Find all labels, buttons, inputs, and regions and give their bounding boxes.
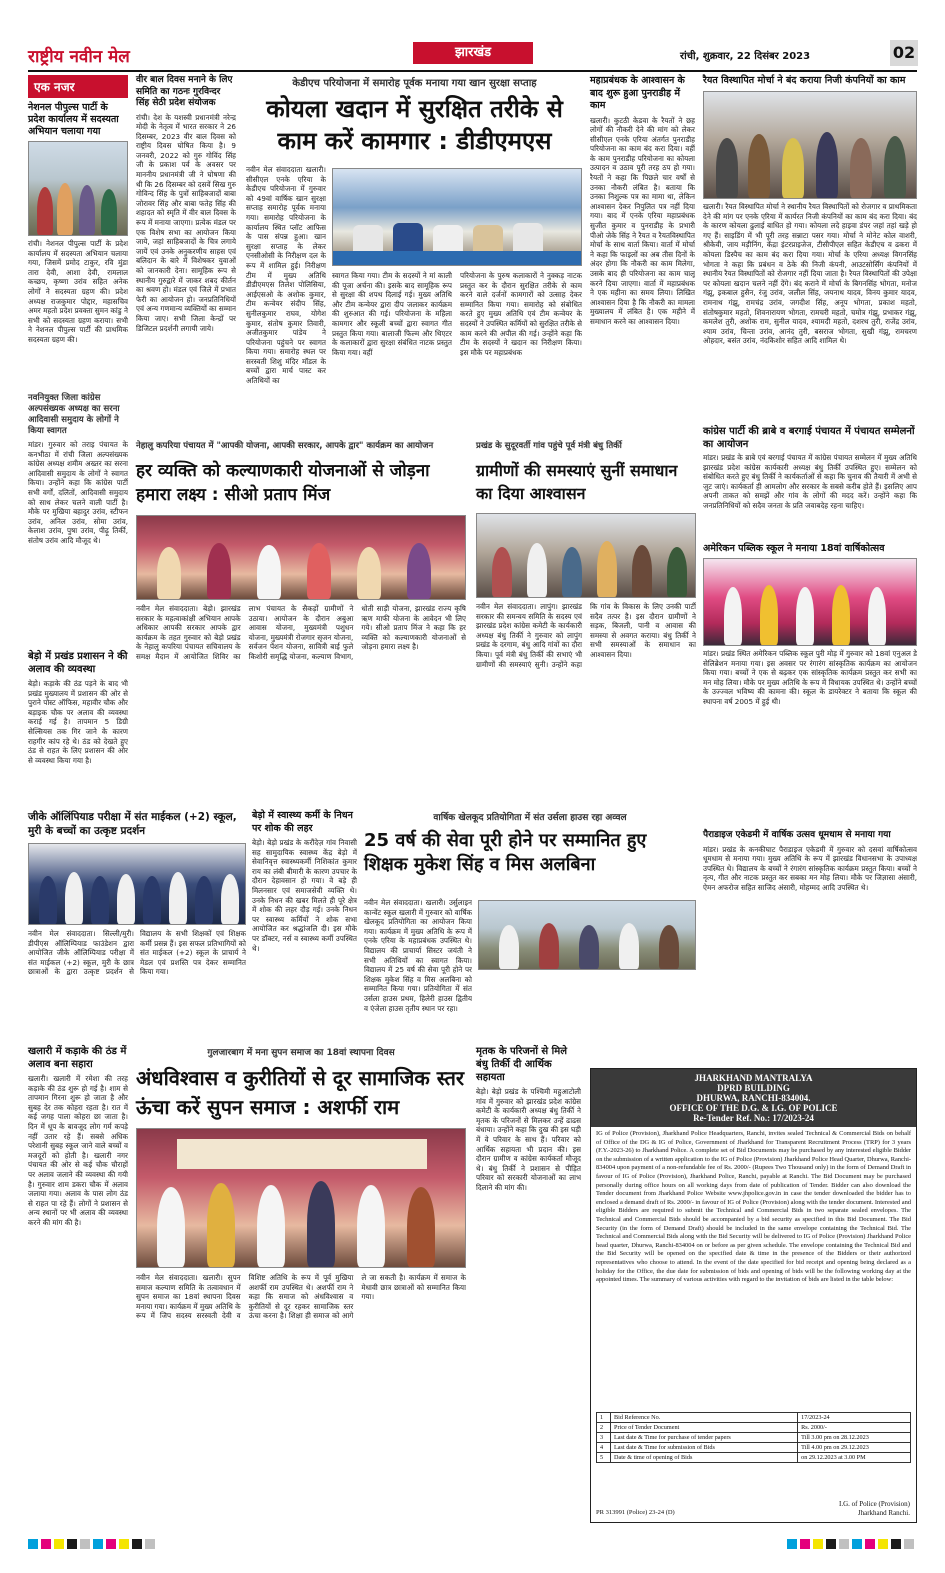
supan-headline: अंधविश्वास व कुरीतियों से दूर सामाजिक स्तर ऊंचा करें सुपन समाज : अशर्फी राम bbox=[136, 1066, 465, 1119]
lead-text-col3: परियोजना के पुरुष कलाकारों ने नुक्कड़ नाटक प्रस्तुत कर के दौरान सुरक्षित तरीके से काम करने वाले दर्जनों कामगारों को उत्साह देकर सम्मानित किया गया। समारोह को संबोधित करते हुए मुख्य अतिथि एवं टीम कन्वेयर के सदस्यों ने उपस्थित कर्मियों को सुरक्षित तरीके से काम करने की अपील की गई। उन्होंने कहा कि टीम के सदस्यों ने खदान का निरीक्षण किया। इस मौके पर महाप्रबंधक bbox=[460, 271, 582, 357]
tender-cell-no: 1 bbox=[597, 1413, 611, 1423]
teacher-photo bbox=[478, 900, 696, 970]
minj-kicker: नेहालु कपरिया पंचायत में "आपकी योजना, आपकी सरकार, आपके द्वार" कार्यक्रम का आयोजन bbox=[136, 441, 434, 451]
dateline: रांची, शुक्रवार, 22 दिसंबर 2023 bbox=[680, 51, 811, 62]
story-bandhu-tirkey bbox=[476, 440, 696, 805]
teacher-text-cont bbox=[478, 974, 696, 1036]
col1-story3-head: बेड़ो में प्रखंड प्रशासन ने की अलाव की व्यवस्था bbox=[28, 651, 128, 675]
teacher-text: नवीन मेल संवाददाता। खलारी। उर्सुलाइन कान्वेंट स्कूल खलारी में गुरुवार को वार्षिक खेलकूद प्रतियोगिता का आयोजन किया गया। कार्यक्रम में मुख्य अतिथि के रूप में एनके एरिया के महाप्रबंधक उपस्थित थे। विद्यालय की प्राचार्या सिस्टर जयंती ने सभी अतिथियों का स्वागत किया। विद्यालय में 25 वर्ष की सेवा पूरी होने पर शिक्षक मुकेश सिंह व मिस अलबिना को सम्मानित किया गया। प्रतियोगिता में संत उर्सला हाउस प्रथम, हिलेरी हाउस द्वितीय व एंजेला हाउस तृतीय स्थान पर रहा। bbox=[364, 898, 472, 1013]
story-teacher-honour bbox=[364, 810, 696, 1038]
tender-table-row bbox=[597, 1413, 911, 1423]
tender-cell-item: Price of Tender Document bbox=[611, 1423, 798, 1433]
american-photo bbox=[703, 558, 917, 646]
lead-headline: कोयला खदान में सुरक्षित तरीके से काम करें कामगार : डीडीएमएस bbox=[266, 95, 563, 155]
tender-cell-item: Last date & Time for purchase of tender papers bbox=[611, 1433, 798, 1443]
story-supan-samaj bbox=[136, 1045, 466, 1525]
punradih-head: महाप्रबंधक के आश्वासन के बाद शुरू हुआ पुनराडीह में काम bbox=[590, 75, 685, 111]
color-swatch bbox=[80, 1539, 90, 1549]
column-punradih bbox=[590, 75, 695, 420]
tender-cell-no: 3 bbox=[597, 1433, 611, 1443]
khalari-head: खलारी में कड़ाके की ठंड में अलाव बना सहारा bbox=[28, 1046, 127, 1070]
color-swatch bbox=[41, 1539, 51, 1549]
color-swatch bbox=[800, 1539, 810, 1549]
tender-cell-item: Last date & Time for submission of Bids bbox=[611, 1443, 798, 1453]
tender-cell-value: on 29.12.2023 at 3.00 PM bbox=[798, 1453, 911, 1463]
col1-story1-head: नेशनल पीपुल्स पार्टी के प्रदेश कार्यालय में सदस्यता अभियान चलाया गया bbox=[28, 102, 119, 137]
lead-text-col2: स्वागत किया गया। टीम के सदस्यों ने मां काली की पूजा अर्चना की। इसके बाद सामूहिक रूप से सुरक्षा की शपथ दिलाई गई। मुख्य अतिथि और टीम कन्वेयर द्वारा दीप जलाकर कार्यक्रम की शुरुआत की गई। परियोजना के महिला कामगार और स्कूली बच्चों द्वारा स्वागत गीत प्रस्तुत किया गया। बालाजी फिल्म और थिएटर के कलाकारों द्वारा सुरक्षा संबंधित नाटक प्रस्तुत किया गया। वहीं bbox=[332, 271, 452, 357]
color-swatches-right bbox=[787, 1534, 917, 1553]
column-raiyat bbox=[703, 75, 917, 420]
masthead-rule bbox=[28, 70, 917, 72]
color-swatch bbox=[54, 1539, 64, 1549]
tender-table-row bbox=[597, 1423, 911, 1433]
column-veer-bal-diwas bbox=[136, 75, 236, 465]
raiyat-head: रैयत विस्थापित मोर्चा ने बंद कराया निजी कंपनियों का काम bbox=[703, 75, 906, 86]
color-swatch bbox=[865, 1539, 875, 1549]
paraidah-text: मांडर। प्रखंड के कनकीघाट पैराडाइज एकेडमी में गुरुवार को दसवां वार्षिकोत्सव धूमधाम से मनाया गया। मुख्य अतिथि के रूप में झारखंड विधानसभा के उपाध्यक्ष उपस्थित थे। विद्यालय के बच्चों ने रंगारंग सांस्कृतिक कार्यक्रम प्रस्तुत किया। बच्चों ने नृत्य, गीत और नाटक प्रस्तुत कर सबका मन मोह लिया। मौके पर जिज्ञासा अंसारी, ऐमन अफरोज सहित साजिद अंसारी, मोहम्मद आदि उपस्थित थे। bbox=[703, 844, 917, 892]
congress-head: कांग्रेस पार्टी की ब्राबे व बरगाई पंचायत में पंचायत सम्मेलनों का आयोजन bbox=[703, 426, 915, 450]
color-swatch bbox=[904, 1539, 914, 1549]
color-swatch bbox=[839, 1539, 849, 1549]
color-swatch bbox=[106, 1539, 116, 1549]
olympiad-photo bbox=[28, 843, 246, 925]
tender-body: IG of Police (Provision), Jharkhand Police Headquarters, Ranchi, invites sealed Technical & Commercial Bids on behalf of Office of the DG & IG of Police, Government of Jharkhand for Transparent Recruitment Process (TRP) for 3 years (F.Y.-2023-26) to Jharkhand Police. A complete set of Bid Documents may be purchased by any interested eligible Bidder on the submission of a written application to the IG of Police (Provision) Jharkhand Police Head Quarter, Dhurwa, Ranchi-834004 upon payment of a non-refundable fee of Rs. 2000/- (Rupees Two Thousand only) in the form of Demand Draft in favour of IG of Police (Provision), Jharkhand Police, Ranchi, payable at Ranchi. The Bid Document may be purchased personally during office hours on all working days from date of publication of Tender. Bidder can also download the Tender document from Jharkhand Police Website www.jhpolice.gov.in in case the tender downloaded the bidder has to enclosed a demand draft of Rs. 2000/- in favour of IG of Police (Provision) along with the tender document. Interested and eligible Bidders are required to submit the Technical and Commercial Bids in two separate sealed envelopes. The Technical and Commercial Bids should be accompanied by a bid security as specified in this Bid Document. The Bid Security (in the form of Demand Draft) should be included in the same envelope containing the Technical Bid. The Technical and Commercial Bids along with the Bid Security will be delivered to IG of Police (Provision) Jharkhand Police head quarter, Dhurwa, Ranchi-834004 on or before as per given schedule. The envelope containing the Technical Bid and the Bid Security will be opened on the specified date & time in the presence of the Bidders or their authorized representatives who choose to attend. In the event of the date specified for bid receipt and opening being declared as a holiday for the Office, the due date for submission of bids and opening of bids will be the following working day at the appointed times. The summary of various activities with regard to the invitation of bids are listed in the table below: bbox=[596, 1130, 911, 1284]
col1-story1-text: रांची। नेशनल पीपुल्स पार्टी के प्रदेश कार्यालय में सदस्यता अभियान चलाया गया, जिसमें प्रमोद टाकुर, रवि मुंडा तारा देवी, आशा देवी, रामलाल कच्छप, कृष्णा उरांव सहित अनेक लोगों ने सदस्यता ग्रहण की। प्रदेश अध्यक्ष राजकुमार पोद्दार, महासचिव अमर महतो प्रदेश प्रवक्ता सुमन कांडु ने सभी को सदस्यता ग्रहण कराया। सभी ने नेशनल पीपुल्स पार्टी की प्राथमिक सदस्यता ग्रहण की। bbox=[28, 239, 128, 344]
footer-color-strip bbox=[28, 1532, 917, 1546]
tender-cell-value: Rs. 2000/- bbox=[798, 1423, 911, 1433]
color-swatches-left bbox=[28, 1534, 158, 1553]
lead-kicker: केडीएच परियोजना में समारोह पूर्वक मनाया गया खान सुरक्षा सप्ताह bbox=[292, 78, 537, 89]
supan-kicker: गुलजारबाग में मना सुपन समाज का 18वां स्थापना दिवस bbox=[207, 1048, 395, 1058]
story-pratap-minj bbox=[136, 440, 466, 805]
column-right-lower bbox=[703, 425, 917, 765]
paraidah-story bbox=[703, 830, 917, 1058]
story-financial-aid bbox=[476, 1045, 581, 1525]
punradih-text: खलारी। कुटठी केडवा के रैयतों ने छह लोगों की नौकरी देने की मांग को लेकर सीसीएल एनके एरिया अंतर्गत पुनराडीह परियोजना का काम बंद करा दिया। वहीं के काम पुनराडीह परियोजना का कोयला उत्पादन व उठाव पूरी तरह ठप हो गया। रैयतों ने कहा कि पिछले चार वर्षों से उनका नौकरी लंबित है। बताया कि उनका निशुल्क पत्र का मामा था, लेकिन आश्वासन देकर निपुलित पत्र नहीं दिया गया। बाद में एनके एरिया महाप्रबंधक सुजीत कुमार व पुनराडीह के प्रभारी पीओ जेके सिंह ने रैयत व रैयतविस्थापित मोर्चा के साथ वार्ता किया। वार्ता में मोर्चा ने कहा कि फाइलों का अब तीस दिनों के अंदर होगा कि नौकरी का काम मिलेगा, उसके बाद ही परियोजना का काम चालू करने दिया जाएगा। वार्ता में महाप्रबंधक ने एक महीना का समय लिया। लिखित आश्वासन दिया है कि नौकरी का मामला मुख्यालय में लंबित है। एक महीने में समाधान करने का आश्वासन दिया। bbox=[590, 115, 695, 326]
color-swatch bbox=[28, 1539, 38, 1549]
color-swatch bbox=[813, 1539, 823, 1549]
tender-table-row bbox=[597, 1433, 911, 1443]
health-head: बेड़ो में स्वास्थ्य कर्मी के निधन पर शोक की लहर bbox=[252, 810, 353, 834]
aid-text: बेड़ो। बेड़ो प्रखंड के पश्चिमी महुआटोली गांव में गुरुवार को झारखंड प्रदेश कांग्रेस कमेटी के कार्यकारी अध्यक्ष बंधु तिर्की ने मृतक के परिजनों से मिलकर उन्हें ढाढस बंधाया। उन्होंने कहा कि दुख की इस घड़ी में वे परिवार के साथ हैं। परिवार को आर्थिक सहायता भी प्रदान की। इस दौरान ग्रामीण व कांग्रेस कार्यकर्ता मौजूद थे। बंधु तिर्की ने प्रशासन से पीड़ित परिवार को सरकारी योजनाओं का लाभ दिलाने की मांग की। bbox=[476, 1087, 581, 1192]
tender-table-row bbox=[597, 1443, 911, 1453]
tirkey-photo bbox=[476, 513, 696, 598]
masthead bbox=[28, 40, 917, 70]
supan-photo bbox=[136, 1128, 466, 1268]
tender-signature bbox=[839, 1500, 910, 1518]
tender-line5: Re-Tender Ref. No.: 17/2023-24 bbox=[693, 1113, 814, 1123]
tender-sign-line1: I.G. of Police (Provision) bbox=[839, 1500, 910, 1508]
minj-headline: हर व्यक्ति को कल्याणकारी योजनाओं से जोड़ना हमारा लक्ष्य : सीओ प्रताप मिंज bbox=[136, 461, 430, 505]
color-swatch bbox=[93, 1539, 103, 1549]
col1-story2-head: नवनियुक्त जिला कांग्रेस अल्पसंख्यक अध्यक्ष का सरना आदिवासी समुदाय के लोगों ने किया स्वागत bbox=[28, 393, 120, 436]
color-swatch bbox=[119, 1539, 129, 1549]
american-head: अमेरिकन पब्लिक स्कूल ने मनाया 18वां वार्षिकोत्सव bbox=[703, 543, 885, 554]
tender-pr-number: PR 313991 (Police) 23-24 (D) bbox=[596, 1509, 675, 1516]
veer-bal-text: रांची। देश के यशस्वी प्रधानमंत्री नरेन्द्र मोदी के नेतृत्व में भारत सरकार ने 26 दिसम्बर, 2023 वीर बाल दिवस को राष्ट्रीय दिवस घोषित किया है। 9 जनवरी, 2022 को गुरु गोविंद सिंह जी के प्रकाश पर्व के अवसर पर माननीय प्रधानमंत्री जी ने घोषणा की थी कि 26 दिसम्बर को दसवें सिख गुरु गोविन्द सिंह के पुत्रों साहिबजादों बाबा जोरावर सिंह और बाबा फतेह सिंह की शहादत को स्मृति में वीर बाल दिवस के रूप में मनाया जाएगा। प्रत्येक मंडल पर एक विशेष सभा का आयोजन किया जाये, जहां साहिबजादों के चित्र लगाये जायें एवं उनके अनुकरणीय साहस एवं बलिदान के बारे में विशेषकर युवाओं को जानकारी देना। सामूहिक रूप से स्थानीय गुरुद्वारे में जाकर शबद कीर्तन का श्रवण हो। मंडल एवं जिले में प्रभात फेरी का आयोजन हो। जनप्रतिनिधियों एवं अन्य गणमान्य व्यक्तियों का सम्मान किया जाए। सभी जिला केन्द्रों पर डिजिटल प्रदर्शनी लगायी जाये। bbox=[136, 112, 236, 333]
color-swatch bbox=[891, 1539, 901, 1549]
color-swatch bbox=[145, 1539, 155, 1549]
tirkey-kicker: प्रखंड के सुदूरवर्ती गांव पहुंचे पूर्व मंत्री बंधु तिर्की bbox=[476, 441, 622, 451]
tender-sign-line2: Jharkhand Ranchi. bbox=[857, 1509, 910, 1517]
lead-text-col1: नवीन मेल संवाददाता खलारी। सीसीएल एनके एरिया के केडीएच परियोजना में गुरुवार को 49वां वार्षिक खान सुरक्षा सप्ताह समारोह पूर्वक मनाया गया। समारोह परियोजना के कार्यालय स्थित प्लॉट आफिस के पास संपन्न हुआ। खान सुरक्षा सप्ताह के लेकर एनसीओसी के निरीक्षण दल के रूप में शामिल हुई। निरीक्षण टीम में मुख्य अतिथि डीडीएमएस तिलेश पोलिसिया, आईएसओ के अशोक कुमार, टीम कन्वेयर संदीप सिंह, सुनीलकुमार राघव, योगेश कुमार, संतोष कुमार तिवारी, अजीतकुमार पांडेय ने परियोजना पहुंचने पर स्वागत किया गया। समारोह स्थल पर सरस्वती शिशु मंदिर मॉडल के बच्चों द्वारा मार्च पास्ट कर अतिथियों का bbox=[246, 165, 326, 386]
paraidah-head: पैराडाइज एकेडमी में वार्षिक उत्सव धूमधाम से मनाया गया bbox=[703, 830, 891, 840]
tender-cell-item: Date & time of opening of Bids bbox=[611, 1453, 798, 1463]
ek-nazar-label: एक नजर bbox=[28, 75, 128, 98]
olympiad-headline: जीके ऑलिंपियाड परीक्षा में संत माईकल (+2) स्कूल, मुरी के बच्चों का उत्कृष्ट प्रदर्शन bbox=[28, 811, 237, 837]
tender-line2: DPRD BUILDING bbox=[717, 1083, 790, 1093]
color-swatch bbox=[67, 1539, 77, 1549]
col1-story3-text: बेड़ो। कड़ाके की ठंड पड़ने के बाद भी प्रखंड मुख्यालय में प्रशासन की ओर से पुराने पोस्ट ऑफिस, महावीर चौक और बड़ाइक चौक पर अलाव की व्यवस्था कराई गई है। तापमान 5 डिग्री सेल्सियस तक गिर जाने के कारण राहगीर कांप रहे थे। ठंड को देखते हुए ठंड से राहत के लिए प्रशासन की ओर से व्यवस्था किया गया है। bbox=[28, 679, 128, 765]
section-label: झारखंड bbox=[413, 42, 533, 64]
story-health-worker bbox=[252, 810, 357, 1038]
col1-story2-text: मांडर। गुरुवार को तराइ पंचायत के कनभीठा में रांची जिला अल्पसंख्यक कांग्रेस अध्यक्ष शमीम अख्तर का सरना आदिवासी समुदाय के लोगों ने स्वागत किया। उन्होंने कहा कि कांग्रेस पार्टी सभी वर्गों, दलितों, आदिवासी समुदाय को साथ लेकर चलने वाली पार्टी है। मौके पर मुखिया बहादुर उरांव, स्टीफन उरांव, अनिल उरांव, सोमा उरांव, केलाश उरांव, पुषा उरांव, पीढ़ू तिर्की, संतोष उरांव आदि मौजूद थे। bbox=[28, 440, 128, 545]
color-swatch bbox=[787, 1539, 797, 1549]
tender-cell-item: Bid Reference No. bbox=[611, 1413, 798, 1423]
tirkey-headline: ग्रामीणों की समस्याएं सुनीं समाधान का दिया आश्वासन bbox=[476, 461, 678, 503]
tirkey-text: नवीन मेल संवाददाता। लापुंग। झारखंड सरकार की समन्वय समिति के सदस्य एवं झारखंड प्रदेश कांग्रेस कमेटी के कार्यकारी अध्यक्ष बंधु तिर्की ने गुरुवार को लापुंग प्रखंड के दरगाम, बंधु आदि गांवों का दौरा किया। पूर्व मंत्री बंधु तिर्की की सभाएं भी ग्रामीणों की समस्याएं सुनी। उन्होंने कहा कि गांव के विकास के लिए उनकी पार्टी सदैव तत्पर है। इस दौरान ग्रामीणों ने सड़क, बिजली, पानी व आवास की समस्या से अवगत कराया। बंधु तिर्की ने सभी समस्याओं के समाधान का आश्वासन दिया। bbox=[476, 602, 696, 669]
supan-text: नवीन मेल संवाददाता। खलारी। सुपन समाज कल्याण समिति के तत्वावधान में सुपन समाज का 18वां स्थापना दिवस मनाया गया। कार्यक्रम में मुख्य अतिथि के रूप में जिप सदस्य सरस्वती देवी व विशिष्ट अतिथि के रूप में पूर्व मुखिया अशर्फी राम उपस्थित थे। अशर्फी राम ने कहा कि समाज को अंधविश्वास व कुरीतियों से दूर रहकर सामाजिक स्तर ऊंचा करना है। शिक्षा ही समाज को आगे ले जा सकती है। कार्यक्रम में समाज के मेधावी छात्र छात्राओं को सम्मानित किया गया। bbox=[136, 1273, 466, 1321]
story-khalari-cold bbox=[28, 1045, 128, 1525]
american-text: मांडर। प्रखंड स्थित अमेरिकन पब्लिक स्कूल पुरी मोड़ में गुरुवार को 18वां एनुअल डे सेलिब्रेशन मनाया गया। इस अवसर पर रंगारंग सांस्कृतिक कार्यक्रम का आयोजन किया गया। बच्चों ने एक से बढ़कर एक सांस्कृतिक कार्यक्रम प्रस्तुत कर सभी का मन मोह लिया। मौके पर मुख्य अतिथि के रूप में विधायक उपस्थित थे। उन्होंने बच्चों के उज्ज्वल भविष्य की कामना की। स्कूल के डायरेक्टर ने बताया कि स्कूल की स्थापना वर्ष 2005 में हुई थी। bbox=[703, 649, 917, 706]
tender-cell-value: 17/2023-24 bbox=[798, 1413, 911, 1423]
color-swatch bbox=[878, 1539, 888, 1549]
color-swatch bbox=[852, 1539, 862, 1549]
tender-line4: OFFICE OF THE D.G. & I.G. OF POLICE bbox=[669, 1103, 838, 1113]
tender-cell-value: Till 4.00 pm on 29.12.2023 bbox=[798, 1443, 911, 1453]
tender-table bbox=[596, 1412, 911, 1463]
olympiad-text: नवीन मेल संवाददाता। सिल्ली/मुरी। डीपीएस ऑलिम्पियाड फाउंडेशन द्वारा आयोजित जीके ऑलिम्पियाड परीक्षा में संत माईकल (+2) स्कूल, मुरी के छात्र छात्राओं के द्वारा उत्कृष्ट प्रदर्शन से विद्यालय के सभी शिक्षकों एवं शिक्षक कर्मी प्रसन्न हैं। इस सफल प्रतिभागियों को संत माईकल (+2) स्कूल के प्राचार्य ने मेडल एवं प्रशस्ति पत्र देकर सम्मानित किया गया। bbox=[28, 929, 246, 977]
tender-notice bbox=[590, 1068, 917, 1523]
teacher-headline: 25 वर्ष की सेवा पूरी होने पर सम्मानित हुए शिक्षक मुकेश सिंह व मिस अलबिना bbox=[364, 830, 647, 875]
tender-cell-no: 2 bbox=[597, 1423, 611, 1433]
tender-cell-no: 4 bbox=[597, 1443, 611, 1453]
page-number: 02 bbox=[890, 40, 918, 66]
tender-header bbox=[591, 1069, 916, 1127]
lead-photo bbox=[332, 168, 582, 266]
minj-photo bbox=[136, 515, 466, 600]
tender-line3: DHURWA, RANCHI-834004. bbox=[696, 1093, 811, 1103]
tender-cell-no: 5 bbox=[597, 1453, 611, 1463]
aid-head: मृतक के परिजनों से मिले बंधु तिर्की दी आर्थिक सहायता bbox=[476, 1046, 567, 1083]
veer-bal-head: वीर बाल दिवस मनाने के लिए समिति का गठनः गुरविन्दर सिंह सेठी प्रदेश संयोजक bbox=[136, 75, 233, 108]
congress-text: मांडर। प्रखंड के ब्राबे एवं बरगाई पंचायत में कांग्रेस पंचायत सम्मेलन में मुख्य अतिथि झारखंड प्रदेश कांग्रेस कार्यकारी अध्यक्ष बंधु तिर्की उपस्थित हुए। सम्मेलन को संबोधित करते हुए बंधु तिर्की ने कार्यकर्ताओं से कहा कि चुनाव की तैयारी में अभी से जुट जाएं। कार्यकर्ता ही आमलोग और सरकार के सबसे करीब होते हैं। इसलिए आप अपनी ताकत को समझें और गांव के लोगों की मदद करें। उन्होंने कहा कि जनप्रतिनिधियों को सदैव जनता के प्रति जवाबदेह रहना चाहिए। bbox=[703, 453, 917, 510]
color-swatch bbox=[132, 1539, 142, 1549]
tender-table-row bbox=[597, 1453, 911, 1463]
col1-story1-photo bbox=[28, 141, 128, 236]
teacher-kicker: वार्षिक खेलकूद प्रतियोगिता में संत उर्सला हाउस रहा अव्वल bbox=[433, 813, 627, 823]
raiyat-text: खलारी। रैयत विस्थापित मोर्चा ने स्थानीय रैयत विस्थापितों को रोजगार व प्राथमिकता देने की मांग पर एनके एरिया में कार्यरत निजी कंपनियों का काम बंद करा दिया। बंद के कारण कोयला ढुलाई बाधित हो गया। कोयला लदे हाइवा डंपर जहां तहां खड़े हो गए हैं। साइडिंग में भी पूरी तरह सन्नाटा पसर गया। मोर्चा ने मोनेट कोल वाशरी, श्रीकेवी, जाय मड़ीनिंग, केंद्रा इंटरप्राइजेज, टीसीपीएल सहित केडीएच व ढकरा में कोयला डिस्पैच का काम बंद करा दिया गया। मोर्चा के एरिया अध्यक्ष विगनसिंह भोगता ने कहा कि प्रबंधन व ठेके की निजी कंपनी, आउटसोर्सिंग कंपनियों में स्थानीय रैयत विस्थापितों को रोजगार नहीं दिया जाता है। रैयत विस्थापितों की उपेक्षा पर कोयला खदान चलने नहीं देंगे। बंद कराने में मोर्चा के बिगनसिंह भोगता, मनोज गंझू, इकबाल हुसैन, रंजु उरांव, जलील सिंह, जयनाथ यादव, विनय कुमार यादव, रामनाथ गंझू, रामचंद्र उरांव, जगदीश सिंह, अनूप भोगता, प्रकाश महतो, संतोषकुमार महतो, शिवनारायण भोगता, रामचरी महतो, चमोत्र गंझू, प्रभाकर गंझू, कमलेश तुरी, अशोक राम, सुनील यादव, श्यामदी महतो, दशरथ तुरी, राजेंद्र उरांव, श्याम उरांव, चिन्ता उरांव, आनंद तुरी, बसराज भोगता, सुखी गंझू, रामचरण ओहदार, बसंत उरांव, नंदकिशोर सहित आदि शामिल थे। bbox=[703, 202, 917, 346]
color-swatch bbox=[826, 1539, 836, 1549]
paper-name: राष्ट्रीय नवीन मेल bbox=[28, 47, 130, 67]
khalari-text: खलारी। खलारी में रमेशा की तरह कड़ाके की ठंड शुरू हो गई है। शाम से तापमान गिरना शुरू हो जाता है और सुबह देर तक कोहरा रहता है। रात में कई जगह पाला कोहरा छा जाता है। दिन में धूप के बावजूद लोग गर्म कपड़े नहीं उतार रहे हैं। सबसे अधिक परेशानी सुबह स्कूल जाने वाले बच्चों व मजदूरों को होती है। खलारी नगर पंचायत की ओर से कई चौक चौराहों पर अलाव जलाने की व्यवस्था की गयी है। गुरुवार शाम डकरा चौक में अलाव जलाया गया। अलाव के पास लोग ठंड से राहत पा रहे हैं। लोगों ने प्रशासन से अन्य स्थानों पर भी अलाव की व्यवस्था करने की मांग की है। bbox=[28, 1074, 128, 1227]
story-olympiad bbox=[28, 810, 246, 1038]
tender-line1: JHARKHAND MANTRALYA bbox=[694, 1073, 813, 1083]
health-text: बेड़ो। बेड़ो प्रखंड के करौंदेज़ गांव निवासी सह सामुदायिक स्वास्थ्य केंद्र बेड़ो में सेवानिवृत्त स्वास्थ्यकर्मी निशिकांत कुमार राय का लंबी बीमारी के कारण उपचार के दौरान देहावसान हो गया। वे बड़े ही मिलनसार एवं समाजसेवी व्यक्ति थे। उनके निधन की खबर मिलते ही पूरे क्षेत्र में शोक की लहर दौड़ गई। उनके निधन पर स्वास्थ्य कर्मियों ने शोक सभा आयोजित कर श्रद्धांजलि दी। इस मौके पर डॉक्टर, नर्स व स्वास्थ्य कर्मी उपस्थित थे। bbox=[252, 838, 357, 953]
minj-text: नवीन मेल संवाददाता। बेड़ो। झारखंड सरकार के महत्वाकांक्षी अभियान आपके अधिकार आपकी सरकार आपके द्वार कार्यक्रम के तहत गुरुवार को बेड़ो प्रखंड के नेहालु कपरिया पंचायत सचिवालय के समक्ष मैदान में आयोजित शिविर का लाभ पंचायत के सैकड़ों ग्रामीणों ने उठाया। आयोजन के दौरान अबुआ आवास योजना, मुख्यमंत्री पशुधन योजना, मुख्यमंत्री रोजगार सृजन योजना, सर्वजन पेंशन योजना, सावित्री बाई फुले किशोरी समृद्धि योजना, कल्याण विभाग, धोती साड़ी योजना, झारखंड राज्य कृषि ऋण माफी योजना के आवेदन भी लिए गये। सीओ प्रताप मिंज ने कहा कि हर व्यक्ति को कल्याणकारी योजनाओं से जोड़ना हमारा लक्ष्य है। bbox=[136, 604, 466, 661]
raiyat-photo bbox=[703, 91, 917, 199]
lead-story bbox=[246, 75, 583, 420]
tender-cell-value: Till 3.00 pm on 28.12.2023 bbox=[798, 1433, 911, 1443]
